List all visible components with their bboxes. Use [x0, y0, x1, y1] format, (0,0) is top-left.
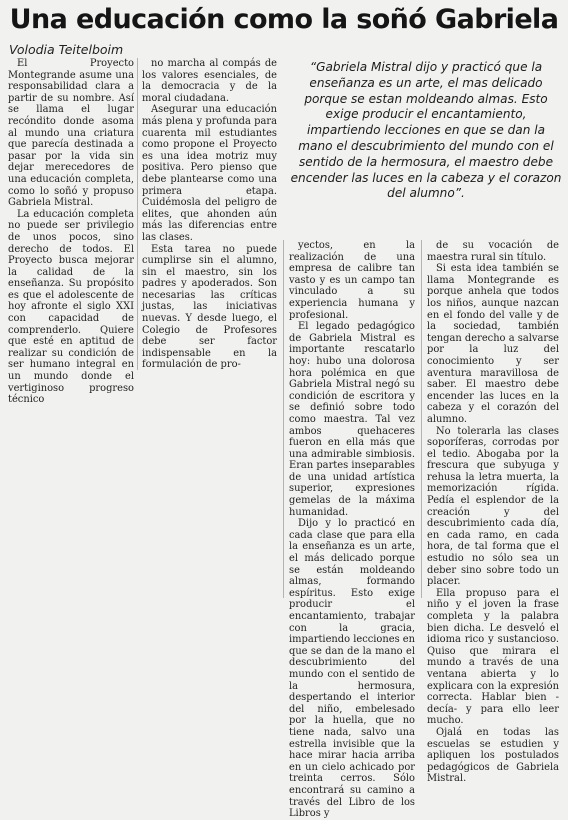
- paragraph: Ojalá en todas las escuelas se estudien y apliquen los postulados pedagógicos de Gabriela Mistral.: [427, 726, 559, 785]
- paragraph: yectos, en la realización de una empresa de calibre tan vasto y es un campo tan vinculado a su experiencia humana y profesional.: [289, 240, 415, 321]
- paragraph: El Proyecto Montegrande asume una responsabilidad clara a partir de su nombre. Así se llama el lugar recóndito donde asoma al mundo una criatura que parecía destinada a pasar por la vida sin dejar merecedores de una educación completa, como lo soñó y propuso Gabriela Mistral.: [8, 58, 134, 209]
- pull-quote: “Gabriela Mistral dijo y practicó que la enseñanza es un arte, el mas delicado porque se estan moldeando almas. Esto exige producir el encantamiento, impartiendo lecciones en que se dan la mano el descubrimiento del mundo con el sentido de la hermosura, el maestro debe encender las luces en la cabeza y el corazon del alumno”.: [290, 60, 562, 201]
- article-column-3: [289, 240, 415, 820]
- paragraph: Si esta idea también se llama Montegrande es porque anhela que todos los niños, aunque nazcan en el fondo del valle y de la sociedad, también tengan derecho a salvarse por la luz del conocimiento y ser aventura maravillosa de saber. El maestro debe encender las luces en la cabeza y el corazón del alumno.: [427, 263, 559, 425]
- paragraph: Esta tarea no puede cumplirse sin el alumno, sin el maestro, sin los padres y apoderados. Son necesarias las críticas justas, las iniciativas nuevas. Y desde luego, el Colegio de Profesores debe ser factor indispensable en la formulación de pro-: [142, 243, 277, 371]
- column-divider: [421, 240, 422, 598]
- article-column-1: [8, 58, 134, 406]
- article-column-4: [427, 240, 559, 785]
- article-headline: Una educación como la soñó Gabriela: [9, 4, 559, 35]
- paragraph: La educación completa no puede ser privilegio de unos pocos, sino derecho de todos. El Proyecto busca mejorar la calidad de la enseñanza. Su propósito es que el adolescente de hoy afronte el siglo XXI con capacidad de comprenderlo. Quiere que esté en aptitud de realizar su condición de ser humano integral en un mundo donde el vertiginoso progreso técnico: [8, 208, 134, 406]
- paragraph: Asegurar una educación más plena y profunda para cuarenta mil estudiantes como propone el Proyecto es una idea motriz muy positiva. Pero pienso que debe plantearse como una primera etapa. Cuidémosla del peligro de elites, que ahonden aún más las diferencias entre las clases.: [142, 104, 277, 243]
- paragraph: No tolerarla las clases soporíferas, corrodas por el tedio. Abogaba por la frescura que subyuga y rehusa la letra muerta, la memorización rígida. Pedía el esplendor de la creación y del descubrimiento cada día, en cada ramo, en cada hora, de tal forma que el estudio no sólo sea un deber sino sobre todo un placer.: [427, 425, 559, 588]
- author-byline: Volodia Teitelboim: [9, 42, 124, 57]
- article-column-2: [142, 58, 277, 371]
- paragraph: Ella propuso para el niño y el joven la frase completa y la palabra bien dicha. Le desveló el idioma rico y sustancioso. Quiso que mirara el mundo a través de una ventana abierta y lo explicara con la expresión correcta. Hablar bien -decía- y para ello leer mucho.: [427, 587, 559, 727]
- paragraph: Dijo y lo practicó en cada clase que para ella la enseñanza es un arte, el más delicado porque se están moldeando almas, formando espíritus. Esto exige producir el encantamiento, trabajar con la gracia, impartiendo lecciones en que se dan de la mano el descubrimiento del mundo con el sentido de la hermosura, despertando el interior del niño, embelesado por la huella, que no tiene nada, salvo una estrella invisible que la hace mirar hacia arriba en un cielo achicado por treinta cerros. Sólo encontrará su camino a través del Libro de los Libros y: [289, 518, 415, 820]
- paragraph: El legado pedagógico de Gabriela Mistral es importante rescatarlo hoy: hubo una dolorosa hora polémica en que Gabriela Mistral negó su condición de escritora y se definió sobre todo como maestra. Tal vez ambos quehaceres fueron en ella más que una admirable simbiosis. Eran partes inseparables de una unidad artística superior, expresiones gemelas de la máxima humanidad.: [289, 321, 415, 518]
- column-divider: [137, 58, 138, 370]
- column-divider: [283, 240, 284, 598]
- paragraph: de su vocación de maestra rural sin título.: [427, 240, 559, 263]
- paragraph: no marcha al compás de los valores esenciales, de la democracia y de la moral ciudadana.: [142, 58, 277, 104]
